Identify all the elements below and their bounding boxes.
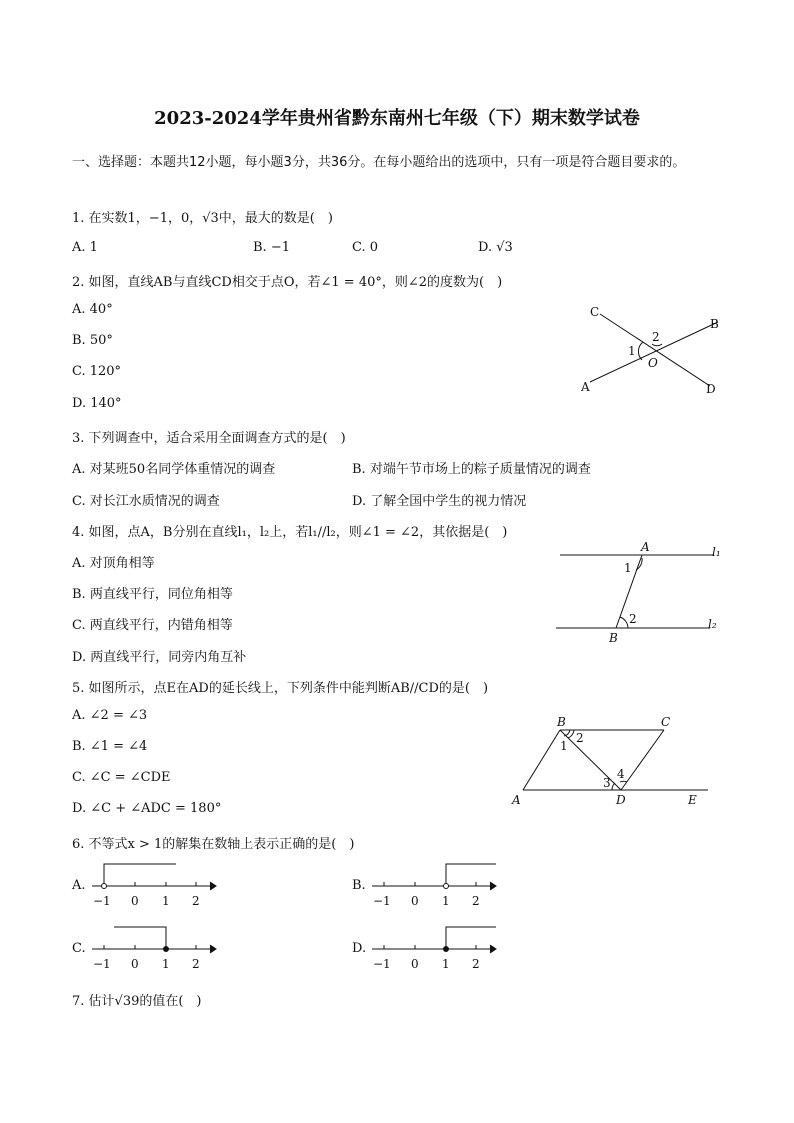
label-l1: l₁ xyxy=(712,545,721,559)
tick-label: 1 xyxy=(442,894,450,908)
label-d: D xyxy=(706,382,716,396)
tick-label: 1 xyxy=(162,894,170,908)
figure-q2-intersecting-lines xyxy=(570,300,730,400)
question-5-stem: 5. 如图所示，点E在AD的延长线上，下列条件中能判断AB//CD的是( ) xyxy=(72,681,489,696)
tick-label: 0 xyxy=(411,894,419,908)
q1-option-c: C. 0 xyxy=(352,240,379,255)
label-b: B xyxy=(609,631,618,645)
q6-option-a: A. xyxy=(72,878,86,893)
angle-1-label: 1 xyxy=(560,739,568,753)
label-c: C xyxy=(661,715,671,729)
question-4-stem: 4. 如图，点A，B分别在直线l₁，l₂上，若l₁//l₂，则∠1 = ∠2，其依据是( ) xyxy=(72,525,508,540)
tick-label: −1 xyxy=(93,957,111,971)
label-b: B xyxy=(557,715,566,729)
angle-2-label: 2 xyxy=(629,612,637,626)
angle-1-label: 1 xyxy=(624,561,632,575)
tick-label: 2 xyxy=(192,894,200,908)
question-6-stem: 6. 不等式x > 1的解集在数轴上表示正确的是( ) xyxy=(72,837,355,852)
q1-option-d: D. √3 xyxy=(478,240,513,255)
angle-2-label: 2 xyxy=(576,731,584,745)
q3-option-a: A. 对某班50名同学体重情况的调查 xyxy=(72,462,276,477)
label-c: C xyxy=(590,305,600,319)
tick-label: 2 xyxy=(192,957,200,971)
q2-option-b: B. 50° xyxy=(72,333,113,348)
label-a: A xyxy=(512,793,521,807)
figure-q4-parallel-lines xyxy=(550,536,730,646)
angle-4-label: 4 xyxy=(617,767,625,781)
q6-number-line-d xyxy=(368,921,508,973)
label-b: B xyxy=(710,317,719,331)
q5-option-c: C. ∠C = ∠CDE xyxy=(72,770,171,785)
q6-number-line-a xyxy=(88,858,228,910)
section-heading: 一、选择题：本题共12小题，每小题3分，共36分。在每小题给出的选项中，只有一项是符合题目要求的。 xyxy=(72,155,686,170)
label-l2: l₂ xyxy=(708,617,717,631)
tick-label: 0 xyxy=(131,894,139,908)
q3-option-c: C. 对长江水质情况的调查 xyxy=(72,494,220,509)
tick-label: −1 xyxy=(93,894,111,908)
q1-option-b: B. −1 xyxy=(253,240,290,255)
q5-option-d: D. ∠C + ∠ADC = 180° xyxy=(72,801,222,816)
tick-label: −1 xyxy=(373,894,391,908)
q6-number-line-b xyxy=(368,858,508,910)
figure-q5-parallelogram xyxy=(508,712,718,812)
page-title: 2023-2024学年贵州省黔东南州七年级（下）期末数学试卷 xyxy=(154,108,640,129)
question-2-stem: 2. 如图，直线AB与直线CD相交于点O，若∠1 = 40°，则∠2的度数为( ) xyxy=(72,275,503,290)
q2-option-c: C. 120° xyxy=(72,364,122,379)
label-a: A xyxy=(581,380,590,394)
q3-option-d: D. 了解全国中学生的视力情况 xyxy=(352,494,527,509)
q6-option-b: B. xyxy=(352,878,366,893)
q3-option-b: B. 对端午节市场上的粽子质量情况的调查 xyxy=(352,462,591,477)
question-1-stem: 1. 在实数1，−1，0，√3中，最大的数是( ) xyxy=(72,211,333,226)
q4-option-d: D. 两直线平行，同旁内角互补 xyxy=(72,650,247,665)
q5-option-a: A. ∠2 = ∠3 xyxy=(72,708,148,723)
q4-option-b: B. 两直线平行，同位角相等 xyxy=(72,587,233,602)
angle-2-label: 2 xyxy=(652,330,660,344)
q1-option-a: A. 1 xyxy=(72,240,98,255)
tick-label: −1 xyxy=(373,957,391,971)
angle-1-label: 1 xyxy=(628,344,636,358)
q4-option-c: C. 两直线平行，内错角相等 xyxy=(72,618,233,633)
q5-option-b: B. ∠1 = ∠4 xyxy=(72,739,148,754)
label-e: E xyxy=(688,793,697,807)
question-3-stem: 3. 下列调查中，适合采用全面调查方式的是( ) xyxy=(72,431,346,446)
tick-label: 2 xyxy=(472,957,480,971)
label-o: O xyxy=(648,356,658,370)
q6-option-d: D. xyxy=(352,941,367,956)
question-7-stem: 7. 估计√39的值在( ) xyxy=(72,994,202,1009)
tick-label: 0 xyxy=(131,957,139,971)
q2-option-d: D. 140° xyxy=(72,396,122,411)
q2-option-a: A. 40° xyxy=(72,302,113,317)
q6-number-line-c xyxy=(88,921,228,973)
angle-3-label: 3 xyxy=(603,776,611,790)
tick-label: 1 xyxy=(442,957,450,971)
tick-label: 1 xyxy=(162,957,170,971)
tick-label: 0 xyxy=(411,957,419,971)
label-a: A xyxy=(641,540,650,554)
q6-option-c: C. xyxy=(72,941,86,956)
tick-label: 2 xyxy=(472,894,480,908)
q4-option-a: A. 对顶角相等 xyxy=(72,556,155,571)
label-d: D xyxy=(616,793,626,807)
